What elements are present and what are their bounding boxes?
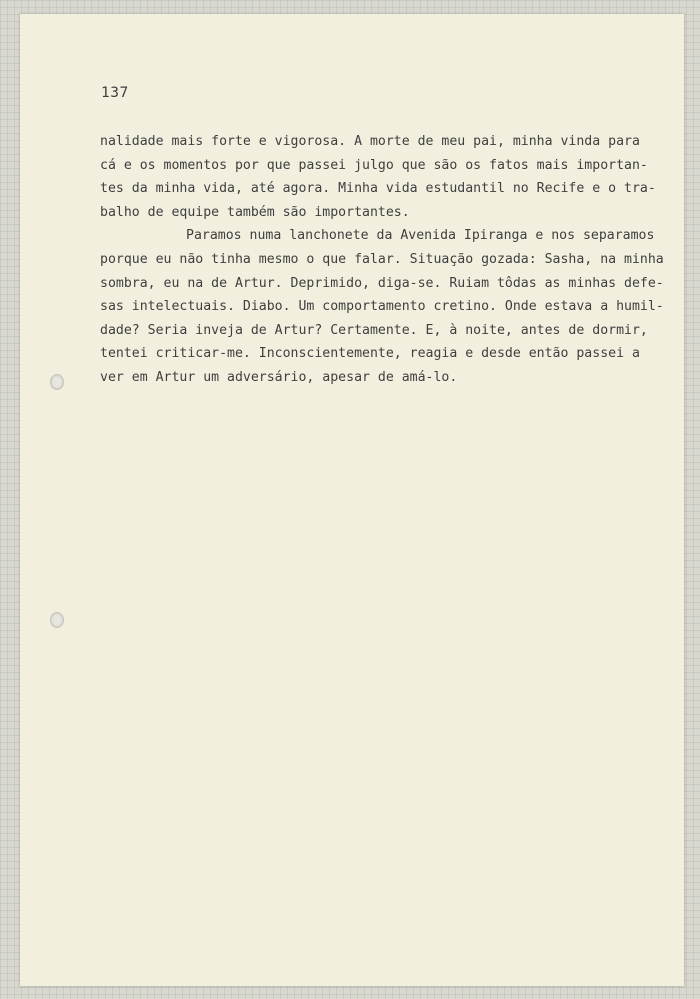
- typewritten-page: [20, 14, 684, 986]
- text-line: balho de equipe também são importantes.: [100, 204, 410, 220]
- punch-hole-upper: [50, 374, 64, 390]
- text-line: cá e os momentos por que passei julgo que são os fatos mais importan-: [100, 157, 648, 173]
- text-line: tentei criticar-me. Inconscientemente, reagia e desde então passei a: [100, 346, 640, 362]
- paragraph-first-line: Paramos numa lanchonete da Avenida Ipiranga e nos separamos: [186, 228, 655, 244]
- punch-hole-lower: [50, 612, 64, 628]
- text-line: porque eu não tinha mesmo o que falar. Situação gozada: Sasha, na minha: [100, 251, 664, 267]
- text-line: sombra, eu na de Artur. Deprimido, diga-se. Ruiam tôdas as minhas defe-: [100, 275, 664, 291]
- text-line: tes da minha vida, até agora. Minha vida estudantil no Recife e o tra-: [100, 181, 656, 197]
- text-line: sas intelectuais. Diabo. Um comportamento cretino. Onde estava a humil-: [100, 299, 664, 315]
- body-text: [100, 130, 664, 390]
- page-number: 137: [101, 85, 129, 101]
- text-line: ver em Artur um adversário, apesar de amá-lo.: [100, 369, 458, 385]
- text-line: nalidade mais forte e vigorosa. A morte de meu pai, minha vinda para: [100, 134, 640, 149]
- text-line: dade? Seria inveja de Artur? Certamente. E, à noite, antes de dormir,: [100, 322, 648, 338]
